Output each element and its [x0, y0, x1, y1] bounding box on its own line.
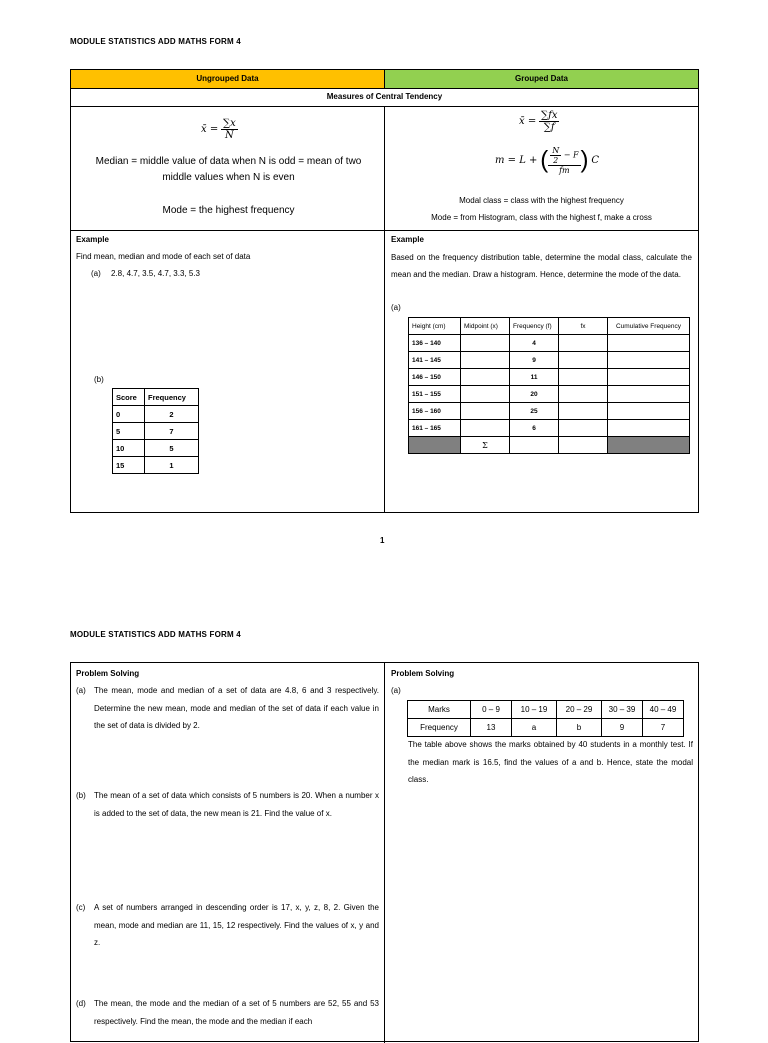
table-header: Height (cm) — [409, 318, 461, 335]
table-row: Frequency 13 a b 9 7 — [408, 719, 684, 737]
left-example-instruction: Find mean, median and mode of each set of data — [76, 252, 251, 261]
left-example-label: Example — [76, 235, 109, 244]
right-a-label: (a) — [391, 686, 401, 695]
median-formula: m = L + ( $\frac{N}{2}$ − F fm ) C — [495, 146, 599, 175]
left-example-b-label: (b) — [94, 375, 104, 384]
table-row: 5 7 — [113, 423, 199, 440]
ungrouped-header: Ungrouped Data — [71, 70, 385, 89]
page-header: MODULE STATISTICS ADD MATHS FORM 4 — [70, 37, 241, 46]
table-row: 136 – 140 4 — [409, 335, 690, 352]
problem-c: (c) A set of numbers arranged in descending order is 17, x, y, z, 8, 2. Given the mean, mode and median are 11, 15, 12 respectively. Find the values of x, y and z. — [76, 903, 379, 947]
table-sum-row — [409, 437, 690, 454]
problem-a: (a) The mean, mode and median of a set of data are 4.8, 6 and 3 respectively. Determine the new mean, mode and median of the set of data if each value in the set of data is divided by 2. — [76, 686, 379, 730]
height-frequency-table — [408, 317, 690, 454]
right-example-a-label: (a) — [391, 303, 401, 312]
table-header: Frequency — [145, 389, 199, 406]
table-row: 10 5 — [113, 440, 199, 457]
page-number: 1 — [380, 536, 385, 545]
table-header-row — [409, 318, 690, 335]
table-row: 161 – 165 6 — [409, 420, 690, 437]
page2-table — [70, 662, 699, 1042]
table-header: Frequency (f) — [510, 318, 559, 335]
score-frequency-table — [112, 388, 199, 474]
problem-d: (d) The mean, the mode and the median of a set of 5 numbers are 52, 55 and 53 respectively. Find the mean, the mode and the median if each — [76, 999, 379, 1026]
page-header-2: MODULE STATISTICS ADD MATHS FORM 4 — [70, 630, 241, 639]
table-row: 146 – 150 11 — [409, 369, 690, 386]
left-example-a-label: (a) — [91, 269, 101, 278]
right-example-instruction: Based on the frequency distribution table, determine the modal class, calculate the mean and the median. Draw a histogram. Hence, determine the mode of the data. — [391, 253, 692, 279]
problem-solving-title-right: Problem Solving — [391, 669, 455, 678]
right-example-label: Example — [391, 235, 424, 244]
table-row: 141 – 145 9 — [409, 352, 690, 369]
table-row: 156 – 160 25 — [409, 403, 690, 420]
table-header: Cumulative Frequency — [608, 318, 690, 335]
table-header: Score — [113, 389, 145, 406]
page1-table — [70, 69, 699, 513]
section-title: Measures of Central Tendency — [326, 92, 443, 101]
left-example-a-data: 2.8, 4.7, 3.5, 4.7, 3.3, 5.3 — [111, 269, 200, 278]
modal-class-definition: Modal class = class with the highest frequency — [459, 196, 624, 205]
ungrouped-mean-formula: x̄ = $\frac{\sum x}{N}$ — [201, 118, 236, 141]
table-row: 15 1 — [113, 457, 199, 474]
problem-b: (b) The mean of a set of data which consists of 5 numbers is 20. When a number x is added to the set of data, the new mean is 21. Find the value of x. — [76, 791, 379, 818]
table-header: Midpoint (x) — [461, 318, 510, 335]
table-row: Marks 0 – 9 10 – 19 20 – 29 30 – 39 40 – 49 — [408, 701, 684, 719]
marks-frequency-table — [407, 700, 684, 737]
median-definition: Median = middle value of data when N is odd = mean of two middle values when N is even — [95, 156, 362, 183]
marks-problem-text: The table above shows the marks obtained by 40 students in a monthly test. If the median mark is 16.5, find the values of a and b. Hence, state the modal class. — [408, 740, 693, 784]
grouped-mean-formula: x̄ = $\frac{\sum fx}{\sum f}$ — [519, 110, 558, 133]
table-header-row — [113, 389, 199, 406]
table-row: 151 – 155 20 — [409, 386, 690, 403]
mode-definition: Mode = the highest frequency — [162, 205, 295, 216]
table-row: 0 2 — [113, 406, 199, 423]
sigma-symbol: Σ — [461, 437, 510, 454]
grouped-header: Grouped Data — [385, 70, 698, 89]
table-header: fx — [559, 318, 608, 335]
mode-histogram-definition: Mode = from Histogram, class with the highest f, make a cross — [431, 213, 652, 222]
problem-solving-title-left: Problem Solving — [76, 669, 140, 678]
